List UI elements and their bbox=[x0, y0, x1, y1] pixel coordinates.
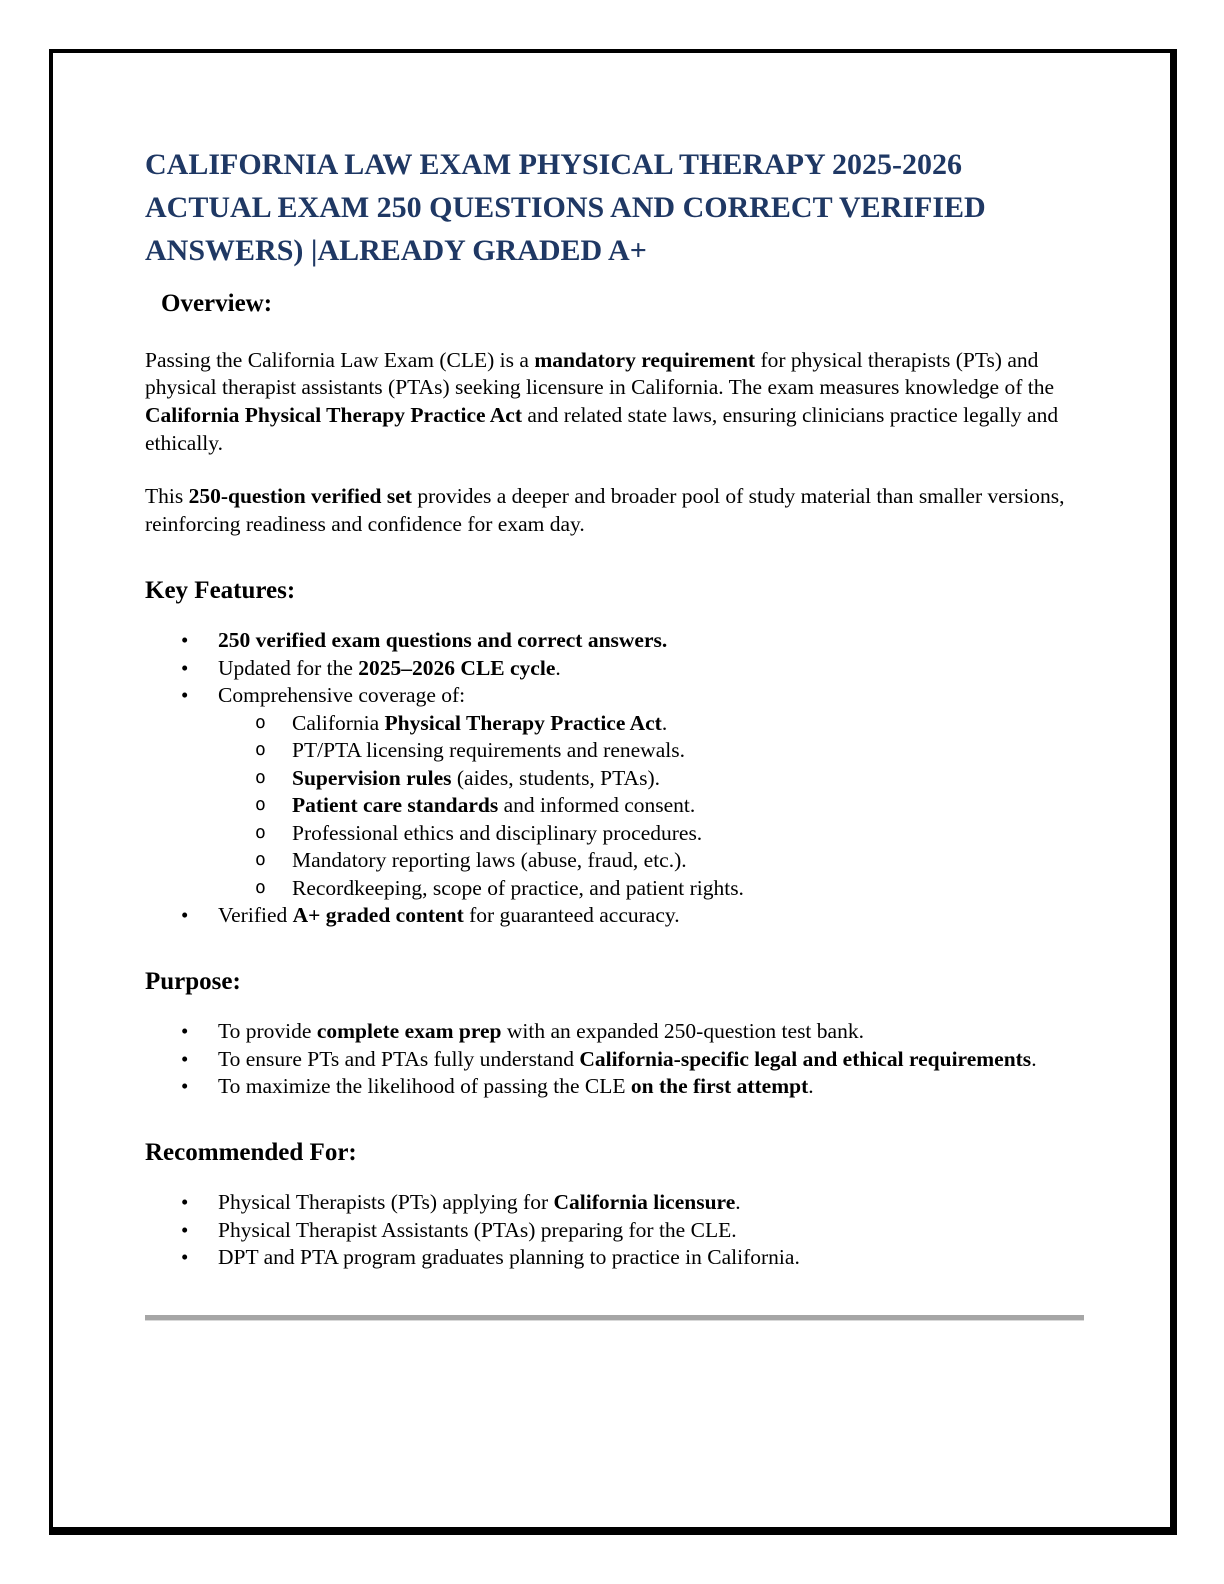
sub-list-item bbox=[292, 820, 1084, 848]
list-item bbox=[218, 1244, 1084, 1272]
list-item bbox=[218, 1073, 1084, 1101]
sub-list-item bbox=[292, 792, 1084, 820]
list-item-text: To maximize the likelihood of passing the CLE on the first attempt. bbox=[218, 1074, 814, 1099]
page-border bbox=[49, 49, 1177, 1535]
sub-list-item-text: Mandatory reporting laws (abuse, fraud, etc.). bbox=[292, 848, 687, 873]
list-item-text: Physical Therapist Assistants (PTAs) preparing for the CLE. bbox=[218, 1217, 737, 1242]
list-item bbox=[218, 655, 1084, 683]
sub-list-item-text: Patient care standards and informed consent. bbox=[292, 793, 696, 818]
list-item-text: To ensure PTs and PTAs fully understand California-specific legal and ethical requirements. bbox=[218, 1046, 1037, 1071]
page-content bbox=[53, 53, 1170, 1321]
list-item bbox=[218, 1217, 1084, 1245]
list-item-text: To provide complete exam prep with an expanded 250-question test bank. bbox=[218, 1019, 864, 1044]
overview-heading: Overview: bbox=[161, 290, 273, 317]
list-item bbox=[218, 1018, 1084, 1046]
overview-paragraph-1: Passing the California Law Exam (CLE) is a mandatory requirement for physical therapists (PTs) and physical therapist assistants (PTAs) seeking licensure in California. The exam measures knowledge of the California Physical Therapy Practice Act and related state laws, ensuring clinicians practice legally and ethically. bbox=[145, 347, 1059, 455]
sub-list bbox=[218, 710, 1084, 903]
list-item-text: DPT and PTA program graduates planning to practice in California. bbox=[218, 1245, 800, 1270]
key-features-heading: Key Features: bbox=[145, 576, 296, 604]
section-divider bbox=[145, 1315, 1084, 1321]
list-item bbox=[218, 1189, 1084, 1217]
sub-list-item-text: Professional ethics and disciplinary procedures. bbox=[292, 820, 703, 845]
sub-list-item-text: Supervision rules (aides, students, PTAs). bbox=[292, 765, 660, 790]
document-title: CALIFORNIA LAW EXAM PHYSICAL THERAPY 2025-2026 ACTUAL EXAM 250 QUESTIONS AND CORRECT VERIFIED ANSWERS) |ALREADY GRADED A+ bbox=[145, 148, 986, 267]
sub-list-item bbox=[292, 737, 1084, 765]
sub-list-item bbox=[292, 765, 1084, 793]
purpose-list bbox=[145, 1018, 1084, 1101]
list-item bbox=[218, 1046, 1084, 1074]
list-item bbox=[218, 902, 1084, 930]
sub-list-item-text: California Physical Therapy Practice Act. bbox=[292, 710, 668, 735]
list-item-text: Comprehensive coverage of: bbox=[218, 683, 466, 708]
overview-paragraph-2: This 250-question verified set provides a deeper and broader pool of study material than smaller versions, reinforcing readiness and confidence for exam day. bbox=[145, 484, 1065, 537]
sub-list-item-text: PT/PTA licensing requirements and renewals. bbox=[292, 738, 685, 763]
list-item-text: Verified A+ graded content for guaranteed accuracy. bbox=[218, 903, 680, 928]
sub-list-item bbox=[292, 710, 1084, 738]
sub-list-item bbox=[292, 875, 1084, 903]
purpose-heading: Purpose: bbox=[145, 967, 241, 995]
list-item-text: 250 verified exam questions and correct answers. bbox=[218, 628, 668, 653]
list-item bbox=[218, 627, 1084, 655]
sub-list-item bbox=[292, 847, 1084, 875]
recommended-for-heading: Recommended For: bbox=[145, 1138, 357, 1166]
sub-list-item-text: Recordkeeping, scope of practice, and patient rights. bbox=[292, 875, 744, 900]
recommended-for-list bbox=[145, 1189, 1084, 1272]
list-item-text: Physical Therapists (PTs) applying for California licensure. bbox=[218, 1190, 741, 1215]
list-item bbox=[218, 682, 1084, 902]
list-item-text: Updated for the 2025–2026 CLE cycle. bbox=[218, 655, 561, 680]
key-features-list bbox=[145, 627, 1084, 930]
